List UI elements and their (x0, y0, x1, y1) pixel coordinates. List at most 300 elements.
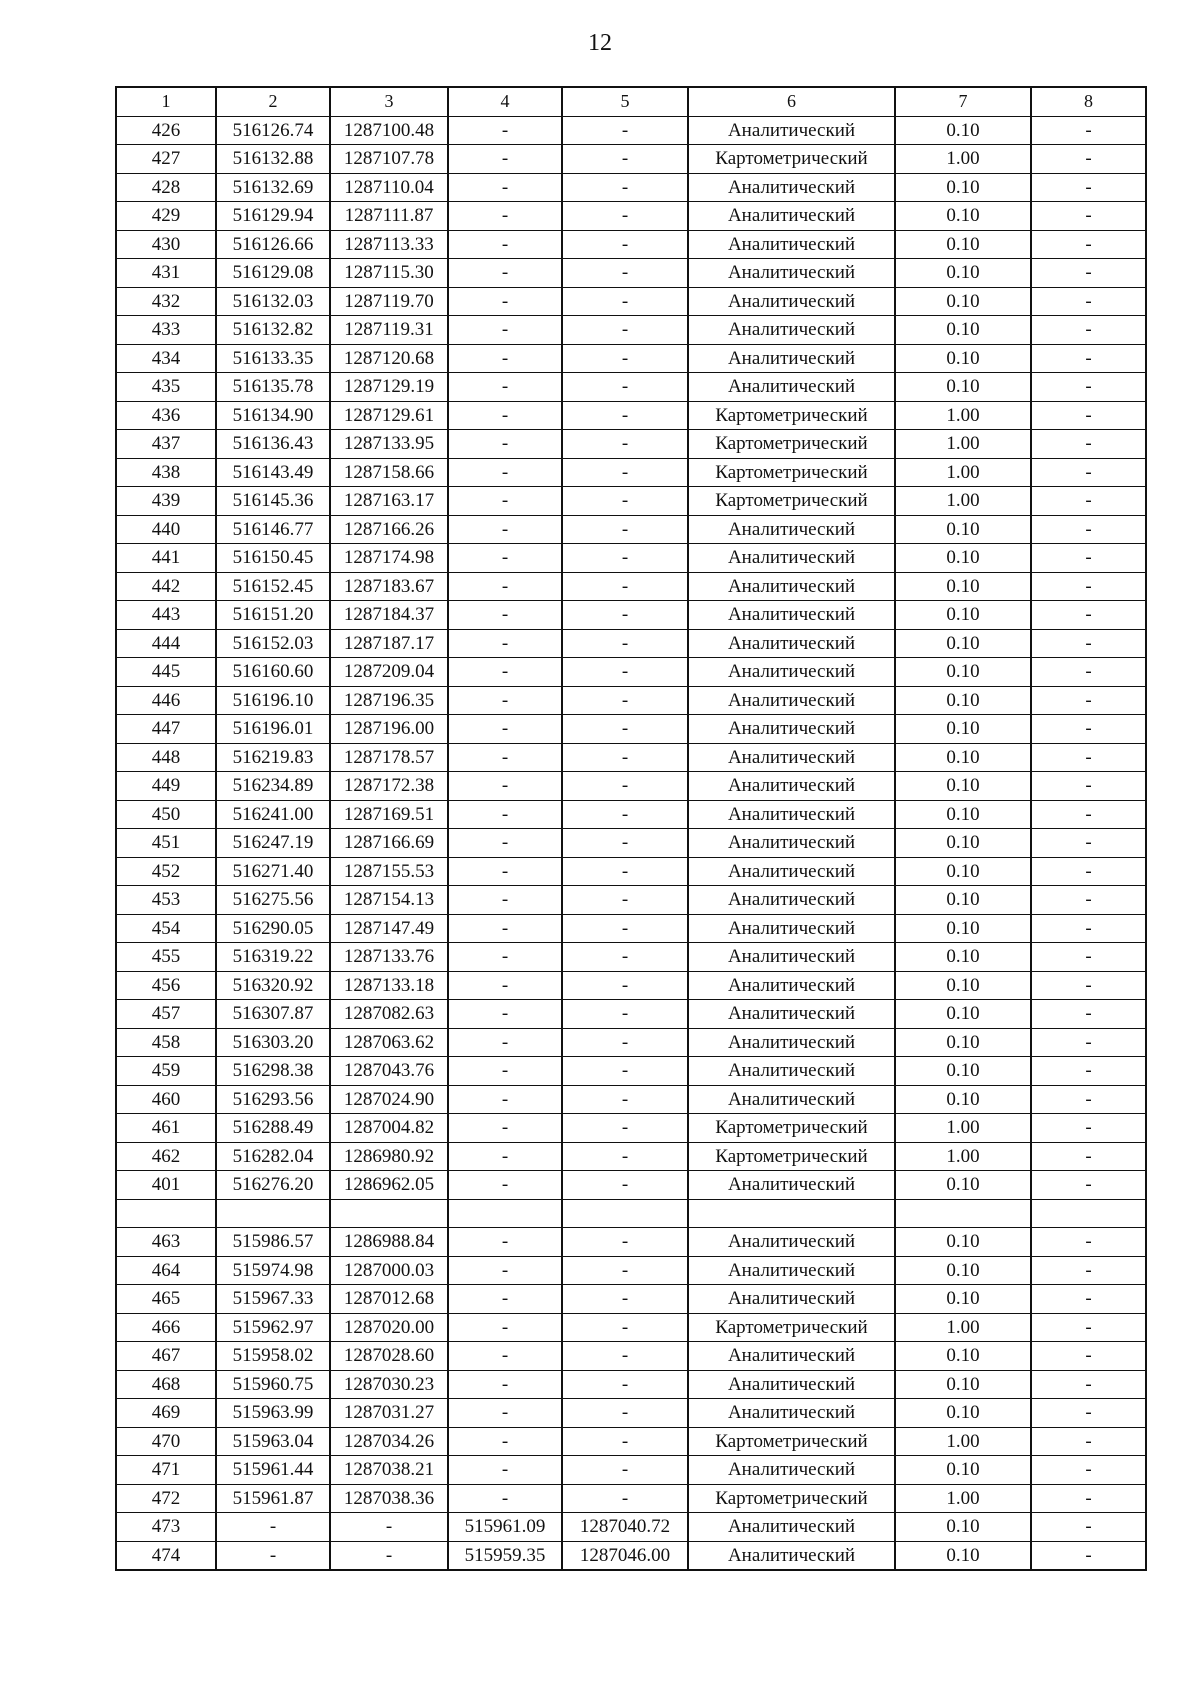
table-cell: - (448, 487, 562, 516)
table-cell: 0.10 (895, 1028, 1031, 1057)
table-cell: 460 (116, 1085, 216, 1114)
table-cell: 1287183.67 (330, 572, 448, 601)
table-cell: 455 (116, 943, 216, 972)
table-cell: 473 (116, 1513, 216, 1542)
table-cell: 1287172.38 (330, 772, 448, 801)
table-cell: 1287004.82 (330, 1114, 448, 1143)
table-cell: - (1031, 886, 1146, 915)
table-cell: 1287107.78 (330, 145, 448, 174)
table-cell: 1287154.13 (330, 886, 448, 915)
table-cell: - (1031, 487, 1146, 516)
column-header: 3 (330, 87, 448, 116)
table-cell: 0.10 (895, 1085, 1031, 1114)
table-cell: 1287166.26 (330, 515, 448, 544)
table-row (116, 1313, 1146, 1342)
coordinates-table (115, 86, 1147, 1571)
table-cell: 432 (116, 287, 216, 316)
table-cell: 0.10 (895, 601, 1031, 630)
table-cell: - (562, 259, 688, 288)
table-cell: - (448, 202, 562, 231)
table-cell: - (448, 800, 562, 829)
table-cell: - (1031, 743, 1146, 772)
table-row (116, 259, 1146, 288)
table-cell: 1287113.33 (330, 230, 448, 259)
table-cell: 1287012.68 (330, 1285, 448, 1314)
table-cell: Аналитический (688, 800, 895, 829)
table-cell: Аналитический (688, 259, 895, 288)
table-cell: 437 (116, 430, 216, 459)
table-cell: 446 (116, 686, 216, 715)
table-cell: Аналитический (688, 1256, 895, 1285)
table-cell: - (1031, 601, 1146, 630)
table-cell: 457 (116, 1000, 216, 1029)
table-cell: 516129.08 (216, 259, 330, 288)
table-row (116, 686, 1146, 715)
table-cell: 1287196.35 (330, 686, 448, 715)
table-row (116, 971, 1146, 1000)
table-cell: 516234.89 (216, 772, 330, 801)
table-cell: - (1031, 1456, 1146, 1485)
table-cell: - (562, 401, 688, 430)
table-cell: 0.10 (895, 1000, 1031, 1029)
table-row (116, 572, 1146, 601)
table-cell: Аналитический (688, 658, 895, 687)
table-cell: Аналитический (688, 914, 895, 943)
table-cell: Аналитический (688, 230, 895, 259)
table-cell (562, 1199, 688, 1228)
table-cell: Картометрический (688, 1313, 895, 1342)
table-cell: 1287063.62 (330, 1028, 448, 1057)
table-cell: 1287100.48 (330, 116, 448, 145)
table-cell: 1.00 (895, 401, 1031, 430)
table-cell: - (1031, 829, 1146, 858)
table-cell: - (1031, 857, 1146, 886)
table-cell: - (1031, 1114, 1146, 1143)
table-cell: - (448, 1256, 562, 1285)
table-cell: 516146.77 (216, 515, 330, 544)
table-cell: Аналитический (688, 515, 895, 544)
table-row (116, 1228, 1146, 1257)
table-cell: - (1031, 458, 1146, 487)
table-row (116, 401, 1146, 430)
table-cell: 0.10 (895, 1370, 1031, 1399)
table-cell: 433 (116, 316, 216, 345)
table-cell: 1287169.51 (330, 800, 448, 829)
table-cell: 0.10 (895, 1456, 1031, 1485)
table-cell: 516275.56 (216, 886, 330, 915)
table-cell: - (562, 487, 688, 516)
table-cell: - (562, 629, 688, 658)
table-cell: - (1031, 1256, 1146, 1285)
table-row (116, 914, 1146, 943)
table-cell: Аналитический (688, 116, 895, 145)
table-row (116, 430, 1146, 459)
table-row (116, 116, 1146, 145)
table-cell: 442 (116, 572, 216, 601)
table-cell: 515967.33 (216, 1285, 330, 1314)
table-cell: Аналитический (688, 344, 895, 373)
table-row (116, 857, 1146, 886)
table-cell: Аналитический (688, 1285, 895, 1314)
table-cell (895, 1199, 1031, 1228)
table-header-row (116, 87, 1146, 116)
table-row (116, 287, 1146, 316)
column-header: 7 (895, 87, 1031, 116)
table-cell: - (562, 458, 688, 487)
table-cell: - (562, 800, 688, 829)
table-cell: 516219.83 (216, 743, 330, 772)
table-row (116, 373, 1146, 402)
table-cell: 464 (116, 1256, 216, 1285)
table-cell: - (562, 715, 688, 744)
table-cell: - (448, 373, 562, 402)
table-cell: 515961.87 (216, 1484, 330, 1513)
table-cell: Аналитический (688, 686, 895, 715)
table-cell: Аналитический (688, 544, 895, 573)
table-cell: 0.10 (895, 857, 1031, 886)
table-cell: 0.10 (895, 1171, 1031, 1200)
table-cell: Аналитический (688, 287, 895, 316)
table-cell: Картометрический (688, 1142, 895, 1171)
table-cell: - (562, 1000, 688, 1029)
table-cell: - (562, 116, 688, 145)
table-cell: 516151.20 (216, 601, 330, 630)
table-cell (448, 1199, 562, 1228)
table-cell: 0.10 (895, 202, 1031, 231)
table-cell: 0.10 (895, 686, 1031, 715)
table-cell: 445 (116, 658, 216, 687)
table-cell: 516132.88 (216, 145, 330, 174)
table-row (116, 1456, 1146, 1485)
table-cell: - (1031, 943, 1146, 972)
table-cell: 1287111.87 (330, 202, 448, 231)
table-cell: - (448, 686, 562, 715)
table-cell: 436 (116, 401, 216, 430)
table-cell: 1287133.95 (330, 430, 448, 459)
table-cell: - (448, 886, 562, 915)
table-cell: 0.10 (895, 316, 1031, 345)
table-row (116, 487, 1146, 516)
table-cell: Картометрический (688, 1114, 895, 1143)
table-cell: 1287129.61 (330, 401, 448, 430)
table-row (116, 1114, 1146, 1143)
table-cell: - (562, 1114, 688, 1143)
table-cell: Аналитический (688, 173, 895, 202)
table-cell: - (1031, 686, 1146, 715)
table-cell: - (562, 287, 688, 316)
table-cell: - (1031, 629, 1146, 658)
table-cell: 1287115.30 (330, 259, 448, 288)
table-row (116, 1171, 1146, 1200)
table-cell: 1287119.70 (330, 287, 448, 316)
table-row (116, 800, 1146, 829)
table-cell: - (562, 145, 688, 174)
table-cell: 515986.57 (216, 1228, 330, 1257)
table-cell: 1.00 (895, 1427, 1031, 1456)
table-cell: 0.10 (895, 1285, 1031, 1314)
table-cell: - (1031, 772, 1146, 801)
table-cell: - (1031, 230, 1146, 259)
table-cell: 461 (116, 1114, 216, 1143)
table-row (116, 544, 1146, 573)
table-cell: - (1031, 1342, 1146, 1371)
table-cell: 401 (116, 1171, 216, 1200)
table-cell: - (448, 829, 562, 858)
table-cell: 456 (116, 971, 216, 1000)
table-cell: Аналитический (688, 1085, 895, 1114)
table-cell: Аналитический (688, 1541, 895, 1570)
table-cell: Аналитический (688, 1228, 895, 1257)
table-cell: 1287119.31 (330, 316, 448, 345)
table-cell (688, 1199, 895, 1228)
table-cell: - (448, 601, 562, 630)
table-cell: - (1031, 715, 1146, 744)
table-row (116, 1256, 1146, 1285)
table-cell: 516196.10 (216, 686, 330, 715)
table-row-separator (116, 1199, 1146, 1228)
table-cell: - (562, 316, 688, 345)
table-cell: 1286988.84 (330, 1228, 448, 1257)
column-header: 6 (688, 87, 895, 116)
table-cell: - (562, 658, 688, 687)
table-cell: 441 (116, 544, 216, 573)
table-cell: - (1031, 401, 1146, 430)
table-cell: 516152.45 (216, 572, 330, 601)
table-cell: - (330, 1541, 448, 1570)
table-cell: - (448, 401, 562, 430)
table-cell: - (448, 1057, 562, 1086)
table-row (116, 1370, 1146, 1399)
table-cell: 440 (116, 515, 216, 544)
table-cell: 452 (116, 857, 216, 886)
table-cell: - (448, 1456, 562, 1485)
column-header: 5 (562, 87, 688, 116)
table-cell: Аналитический (688, 1057, 895, 1086)
table-row (116, 1484, 1146, 1513)
table-cell: 516271.40 (216, 857, 330, 886)
table-row (116, 1285, 1146, 1314)
column-header: 8 (1031, 87, 1146, 116)
table-cell: 516152.03 (216, 629, 330, 658)
table-cell: 0.10 (895, 1399, 1031, 1428)
table-cell: - (562, 857, 688, 886)
column-header: 2 (216, 87, 330, 116)
table-cell: 516276.20 (216, 1171, 330, 1200)
table-cell: 516303.20 (216, 1028, 330, 1057)
table-cell: Картометрический (688, 145, 895, 174)
table-cell: - (1031, 572, 1146, 601)
table-cell: - (1031, 544, 1146, 573)
table-cell: 516160.60 (216, 658, 330, 687)
table-cell: - (448, 715, 562, 744)
table-cell: - (562, 1342, 688, 1371)
table-cell: Аналитический (688, 772, 895, 801)
table-cell: 474 (116, 1541, 216, 1570)
table-cell: - (562, 1228, 688, 1257)
table-cell: - (562, 1028, 688, 1057)
table-cell: 1286980.92 (330, 1142, 448, 1171)
table-cell: Аналитический (688, 886, 895, 915)
table-cell: - (1031, 259, 1146, 288)
column-header: 1 (116, 87, 216, 116)
table-cell: 453 (116, 886, 216, 915)
table-cell: - (448, 1427, 562, 1456)
table-cell: 516134.90 (216, 401, 330, 430)
table-cell: 515961.44 (216, 1456, 330, 1485)
table-cell: - (562, 572, 688, 601)
table-row (116, 515, 1146, 544)
table-cell: - (448, 344, 562, 373)
table-cell: Картометрический (688, 458, 895, 487)
table-cell: - (562, 686, 688, 715)
table-cell: 516129.94 (216, 202, 330, 231)
table-cell: 429 (116, 202, 216, 231)
table-cell: 1287028.60 (330, 1342, 448, 1371)
table-cell: - (1031, 287, 1146, 316)
table-cell: 462 (116, 1142, 216, 1171)
table-cell: - (448, 544, 562, 573)
table-cell: - (562, 1313, 688, 1342)
table-cell: Аналитический (688, 202, 895, 231)
table-cell: 1287147.49 (330, 914, 448, 943)
table-cell: 515961.09 (448, 1513, 562, 1542)
table-cell: - (1031, 1028, 1146, 1057)
table-cell: 516150.45 (216, 544, 330, 573)
table-cell: 1.00 (895, 430, 1031, 459)
table-cell: - (1031, 1285, 1146, 1314)
table-cell: - (1031, 800, 1146, 829)
table-cell: 1287031.27 (330, 1399, 448, 1428)
table-cell: - (562, 544, 688, 573)
table-row (116, 743, 1146, 772)
table-cell: - (1031, 202, 1146, 231)
table-cell: - (1031, 914, 1146, 943)
table-cell: 516132.82 (216, 316, 330, 345)
table-cell: - (448, 316, 562, 345)
table-cell: 444 (116, 629, 216, 658)
table-cell: 0.10 (895, 1541, 1031, 1570)
table-cell: 515958.02 (216, 1342, 330, 1371)
table-cell: 516241.00 (216, 800, 330, 829)
table-row (116, 1085, 1146, 1114)
table-cell: - (562, 1285, 688, 1314)
table-row (116, 715, 1146, 744)
table-row (116, 886, 1146, 915)
table-cell: 1287082.63 (330, 1000, 448, 1029)
table-cell: 516288.49 (216, 1114, 330, 1143)
table-cell: 515963.04 (216, 1427, 330, 1456)
table-cell: - (448, 259, 562, 288)
table-cell: - (1031, 1085, 1146, 1114)
table-row (116, 1399, 1146, 1428)
table-cell: - (562, 601, 688, 630)
table-cell: 1287030.23 (330, 1370, 448, 1399)
table-cell: - (448, 1370, 562, 1399)
table-cell: Аналитический (688, 1456, 895, 1485)
table-cell: 1287110.04 (330, 173, 448, 202)
table-row (116, 829, 1146, 858)
table-cell: 1287174.98 (330, 544, 448, 573)
table-cell: - (448, 116, 562, 145)
table-cell: - (562, 1484, 688, 1513)
table-cell: - (562, 173, 688, 202)
table-cell: 435 (116, 373, 216, 402)
table-cell: - (1031, 1513, 1146, 1542)
table-cell: Аналитический (688, 1171, 895, 1200)
table-cell: - (448, 629, 562, 658)
table-cell: 0.10 (895, 715, 1031, 744)
page-number: 12 (588, 30, 612, 56)
table-cell: 1.00 (895, 458, 1031, 487)
table-cell (1031, 1199, 1146, 1228)
table-cell: - (448, 1313, 562, 1342)
table-cell: 516282.04 (216, 1142, 330, 1171)
table-cell: - (1031, 1427, 1146, 1456)
table-cell: 1.00 (895, 1313, 1031, 1342)
table-cell (330, 1199, 448, 1228)
table-cell: 458 (116, 1028, 216, 1057)
table-cell: - (562, 1399, 688, 1428)
table-cell: 447 (116, 715, 216, 744)
table-row (116, 772, 1146, 801)
table-row (116, 230, 1146, 259)
table-row (116, 344, 1146, 373)
table-cell: - (562, 202, 688, 231)
table-row (116, 1000, 1146, 1029)
table-cell: 1287178.57 (330, 743, 448, 772)
table-cell: Аналитический (688, 857, 895, 886)
table-cell: - (448, 230, 562, 259)
table-cell: 515963.99 (216, 1399, 330, 1428)
table-row (116, 943, 1146, 972)
table-cell: - (448, 1000, 562, 1029)
table-cell: - (448, 287, 562, 316)
table-cell: 1287133.18 (330, 971, 448, 1000)
table-cell: 516247.19 (216, 829, 330, 858)
table-cell: 438 (116, 458, 216, 487)
table-cell: 1.00 (895, 145, 1031, 174)
table-cell: 0.10 (895, 1256, 1031, 1285)
table-cell: 466 (116, 1313, 216, 1342)
table-cell: Аналитический (688, 572, 895, 601)
table-cell: Аналитический (688, 1342, 895, 1371)
table-row (116, 145, 1146, 174)
table-cell: 0.10 (895, 1342, 1031, 1371)
table-cell: 1287000.03 (330, 1256, 448, 1285)
table-row (116, 601, 1146, 630)
table-cell: 443 (116, 601, 216, 630)
table-cell: 467 (116, 1342, 216, 1371)
table-cell: 439 (116, 487, 216, 516)
table-cell: 0.10 (895, 287, 1031, 316)
table-row (116, 629, 1146, 658)
column-header: 4 (448, 87, 562, 116)
table-cell: - (562, 430, 688, 459)
table-cell: - (562, 1171, 688, 1200)
table-cell: - (448, 572, 562, 601)
table-cell: 472 (116, 1484, 216, 1513)
table-cell: - (448, 430, 562, 459)
table-cell: 1287129.19 (330, 373, 448, 402)
table-cell: 0.10 (895, 629, 1031, 658)
table-cell: 516290.05 (216, 914, 330, 943)
table-cell: 1287024.90 (330, 1085, 448, 1114)
table-cell: 1287020.00 (330, 1313, 448, 1342)
table-cell: 465 (116, 1285, 216, 1314)
table-cell: - (448, 1228, 562, 1257)
table-cell: - (1031, 1541, 1146, 1570)
table-cell: - (1031, 1057, 1146, 1086)
